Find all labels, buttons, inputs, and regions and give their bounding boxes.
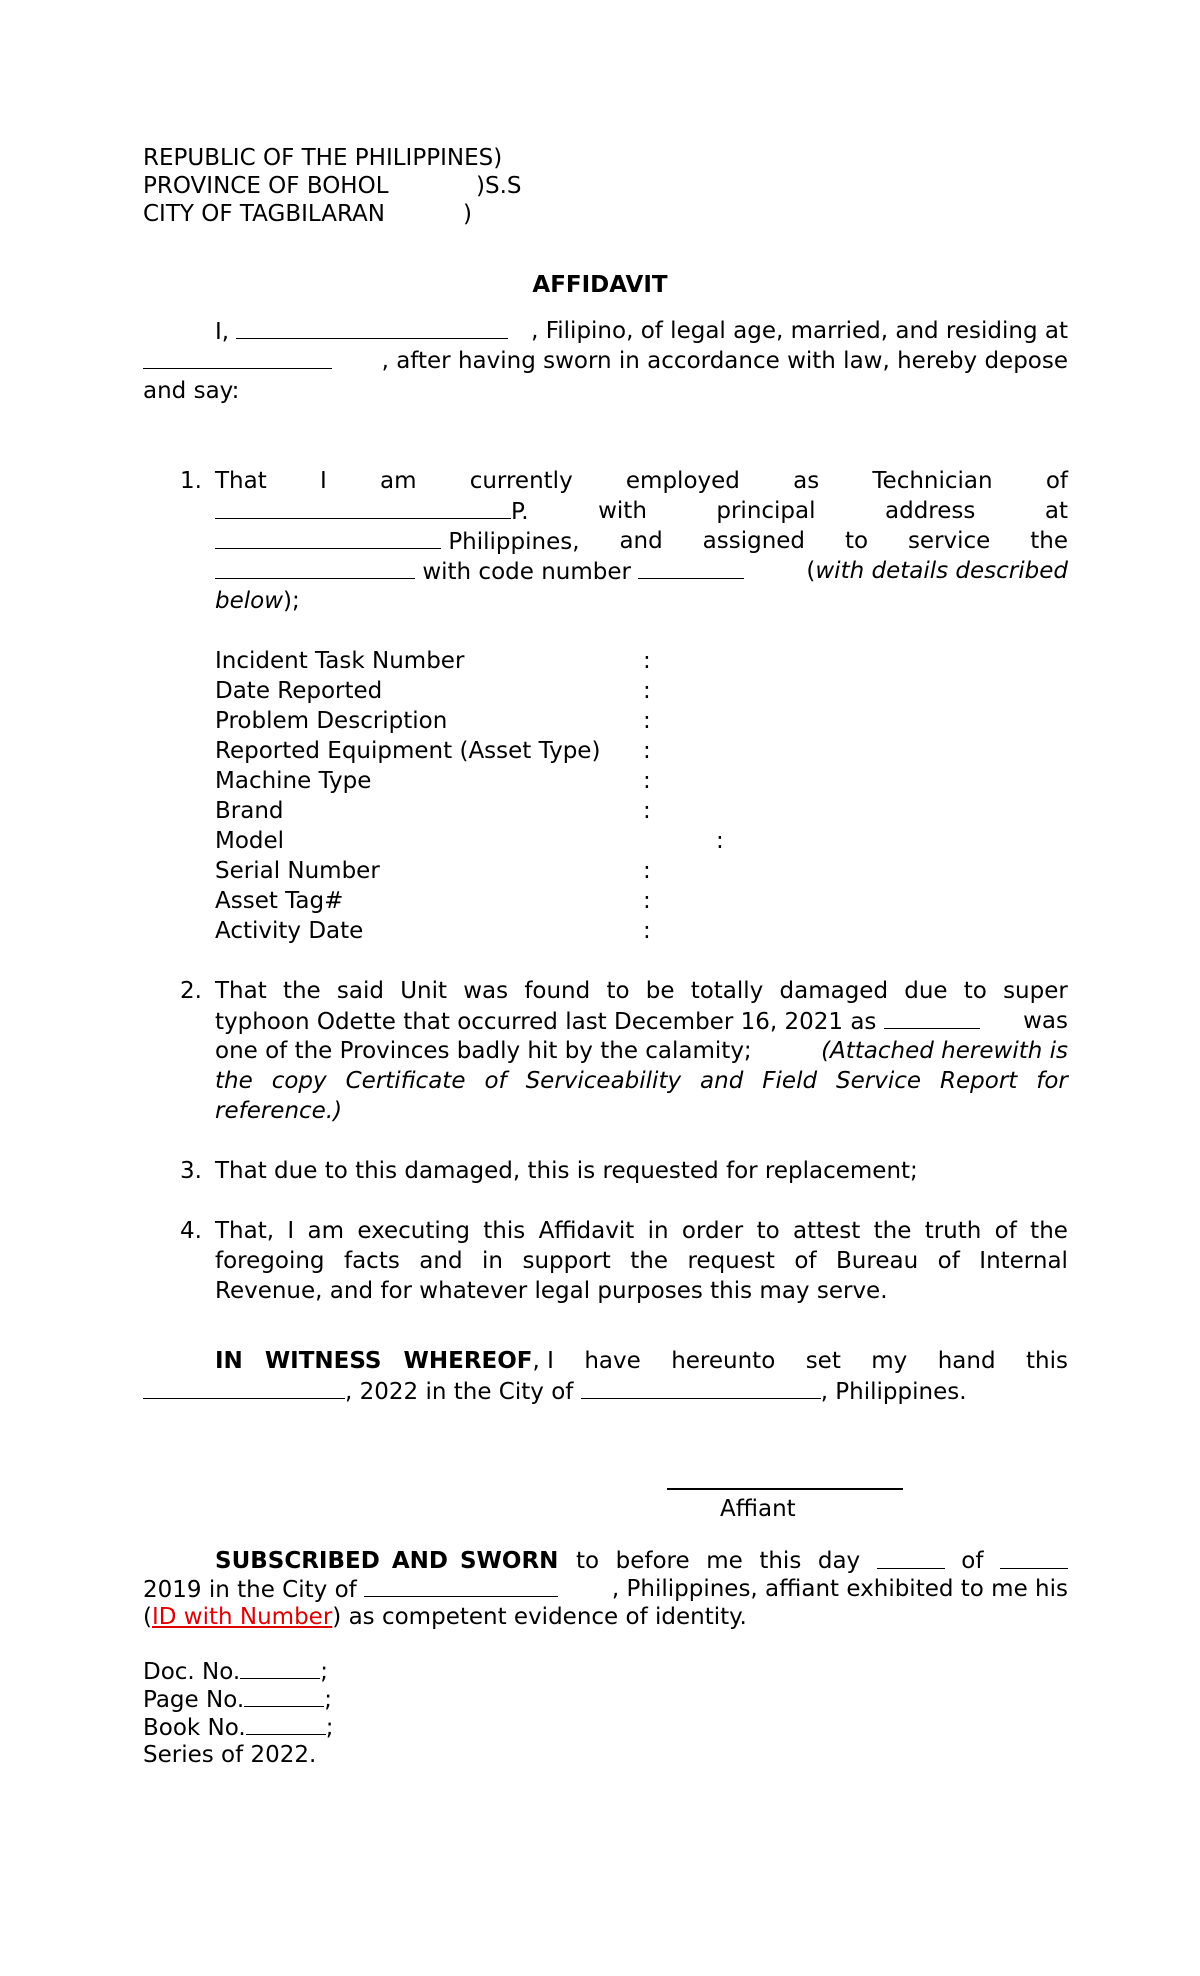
- word: in: [482, 1248, 504, 1274]
- word: this: [483, 1218, 526, 1244]
- word: foregoing: [215, 1248, 325, 1274]
- calamity-text: one of the Provinces badly hit by the calamity;: [215, 1038, 752, 1064]
- word: have: [584, 1348, 641, 1374]
- word: my: [871, 1348, 908, 1374]
- sworn-tail: [576, 1546, 1068, 1576]
- word: request: [687, 1248, 775, 1274]
- detail-colon: :: [643, 678, 651, 704]
- book-no: [143, 1712, 334, 1743]
- word: Certificate: [345, 1068, 466, 1094]
- witness-date-blank: [143, 1376, 345, 1399]
- detail-label: Reported Equipment (Asset Type): [215, 738, 601, 764]
- intro-line-1: [215, 316, 1068, 347]
- witness-lead: [215, 1346, 554, 1376]
- item-4-number: 4.: [180, 1218, 202, 1244]
- detail-label: Incident Task Number: [215, 648, 465, 674]
- word: of: [484, 1068, 507, 1094]
- item-2-line-3: [215, 1036, 1068, 1066]
- item-4-line-3: Revenue, and for whatever legal purposes this may serve.: [215, 1278, 888, 1304]
- intro-line-2: [143, 346, 1068, 377]
- word: and: [619, 528, 663, 554]
- item-2-line-1: [215, 976, 1068, 1006]
- word: Field: [762, 1068, 818, 1094]
- word: this: [759, 1548, 802, 1574]
- word: That: [215, 468, 267, 494]
- detail-label: Activity Date: [215, 918, 364, 944]
- word: with: [598, 498, 647, 524]
- word: , I: [532, 1348, 554, 1374]
- witness-bold: IN WITNESS WHEREOF: [215, 1348, 533, 1374]
- word: P.: [511, 499, 529, 525]
- word: to: [963, 978, 987, 1004]
- semicolon: ;: [320, 1659, 328, 1685]
- word: to: [756, 1218, 780, 1244]
- word: the: [1030, 528, 1068, 554]
- attached-italic: (Attached herewith is: [821, 1038, 1068, 1064]
- address-blank: [215, 526, 441, 549]
- word: due: [904, 978, 948, 1004]
- word: was: [463, 978, 509, 1004]
- detail-colon: :: [643, 888, 651, 914]
- affiant-signature-line: [667, 1488, 903, 1490]
- word: That: [215, 978, 267, 1004]
- word: currently: [469, 468, 573, 494]
- word: to: [576, 1548, 600, 1574]
- word: found: [524, 978, 591, 1004]
- sworn-bold: SUBSCRIBED AND SWORN: [215, 1548, 559, 1574]
- witness-philippines: , Philippines.: [820, 1379, 967, 1405]
- detail-label: Machine Type: [215, 768, 372, 794]
- witness-line-2: [143, 1376, 967, 1407]
- detail-colon: :: [643, 708, 651, 734]
- detail-colon: :: [643, 648, 651, 674]
- header-province-ss: )S.S: [476, 173, 522, 199]
- page-no-blank: [244, 1684, 324, 1707]
- word: truth: [924, 1218, 982, 1244]
- word: of: [961, 1548, 984, 1574]
- code-number-blank: [638, 556, 744, 579]
- word: am: [379, 468, 417, 494]
- detail-colon: :: [716, 828, 724, 854]
- word: Internal: [979, 1248, 1068, 1274]
- word: totally: [690, 978, 764, 1004]
- word: of: [937, 1248, 960, 1274]
- detail-label: Serial Number: [215, 858, 380, 884]
- item-3-number: 3.: [180, 1158, 202, 1184]
- word: of: [794, 1248, 817, 1274]
- item-2-line-4: [215, 1066, 1068, 1096]
- word: hereunto: [671, 1348, 776, 1374]
- witness-line-1: [215, 1346, 1068, 1376]
- word: address: [885, 498, 976, 524]
- item-1-line-5: [215, 586, 300, 616]
- with-code-number: with code number: [422, 559, 631, 585]
- detail-label: Model: [215, 828, 285, 854]
- province-blank: [884, 1006, 980, 1029]
- header-republic: REPUBLIC OF THE PHILIPPINES): [143, 145, 503, 171]
- word: Technician: [872, 468, 993, 494]
- word: super: [1003, 978, 1068, 1004]
- word: me: [706, 1548, 743, 1574]
- word: Serviceability: [525, 1068, 682, 1094]
- word: Unit: [400, 978, 448, 1004]
- was-word: was: [1023, 1008, 1068, 1034]
- intro-rest-1: , Filipino, of legal age, married, and residing at: [531, 318, 1068, 344]
- below-end: );: [283, 588, 300, 614]
- word: this: [1026, 1348, 1068, 1374]
- item-4-line-2: [215, 1246, 1068, 1276]
- doc-no-label: Doc. No.: [143, 1659, 241, 1685]
- page-no-label: Page No.: [143, 1687, 245, 1713]
- intro-rest-2: , after having sworn in accordance with law, hereby depose: [381, 348, 1068, 374]
- detail-label: Asset Tag#: [215, 888, 344, 914]
- word: in: [647, 1218, 669, 1244]
- details-note: [806, 556, 1068, 586]
- detail-label: Problem Description: [215, 708, 448, 734]
- doc-no: [143, 1656, 328, 1687]
- sworn-year-text: 2019 in the City of: [143, 1577, 357, 1603]
- detail-colon: :: [643, 858, 651, 884]
- sworn-city-blank: [364, 1574, 558, 1597]
- word: Report: [940, 1068, 1018, 1094]
- word: Bureau: [836, 1248, 919, 1274]
- sworn-line-3: [143, 1602, 747, 1632]
- word: principal: [716, 498, 816, 524]
- word: I: [287, 1218, 295, 1244]
- detail-colon: :: [643, 798, 651, 824]
- word: before: [615, 1548, 690, 1574]
- item-2-number: 2.: [180, 978, 202, 1004]
- detail-colon: :: [643, 918, 651, 944]
- witness-city-blank: [581, 1376, 821, 1399]
- sworn-line-1: [215, 1546, 1068, 1576]
- word: Affidavit: [538, 1218, 635, 1244]
- employer-group: [215, 496, 529, 527]
- word: and: [419, 1248, 463, 1274]
- name-blank: [236, 316, 508, 339]
- sworn-affiant-text: , Philippines, affiant exhibited to me his: [611, 1576, 1068, 1602]
- series: Series of 2022.: [143, 1742, 317, 1768]
- item-2-line-5: reference.): [215, 1098, 343, 1124]
- evidence-text: ) as competent evidence of identity.: [332, 1604, 747, 1630]
- word: said: [336, 978, 384, 1004]
- word: the: [215, 1068, 253, 1094]
- word: damaged: [779, 978, 889, 1004]
- id-with-number: ID with Number: [151, 1604, 333, 1630]
- word: support: [522, 1248, 611, 1274]
- item-1-line-3: [215, 526, 1068, 557]
- below-italic: below: [215, 588, 284, 614]
- word: at: [1044, 498, 1068, 524]
- word: That,: [215, 1218, 275, 1244]
- word: assigned: [702, 528, 806, 554]
- detail-colon: :: [643, 768, 651, 794]
- item-3-text: That due to this damaged, this is requested for replacement;: [215, 1158, 918, 1184]
- page-title: AFFIDAVIT: [532, 272, 668, 298]
- details-note-italic: with details described: [815, 558, 1068, 584]
- intro-i: I,: [215, 319, 230, 345]
- word: of: [994, 1218, 1017, 1244]
- affiant-label: Affiant: [720, 1496, 796, 1522]
- day-blank: [877, 1546, 945, 1569]
- address-group: [215, 526, 580, 557]
- word: to: [606, 978, 630, 1004]
- paren-open: (: [143, 1604, 152, 1630]
- intro-line-3: and say:: [143, 378, 240, 404]
- word: the: [630, 1248, 669, 1274]
- word: order: [681, 1218, 744, 1244]
- header-city: CITY OF TAGBILARAN: [143, 201, 385, 227]
- detail-colon: :: [643, 738, 651, 764]
- word: of: [1045, 468, 1068, 494]
- witness-year-text: , 2022 in the City of: [345, 1379, 574, 1405]
- word: copy: [271, 1068, 327, 1094]
- word: for: [1036, 1068, 1068, 1094]
- word: Service: [836, 1068, 922, 1094]
- word: attest: [792, 1218, 861, 1244]
- month-blank: [1000, 1546, 1068, 1569]
- item-1-line-4: [215, 556, 1068, 587]
- item-2-line-2: [215, 1006, 1068, 1037]
- item-1-line-1: [215, 466, 1068, 496]
- book-no-label: Book No.: [143, 1715, 246, 1741]
- employer-blank: [215, 496, 511, 519]
- semicolon: ;: [325, 1715, 334, 1741]
- word: executing: [357, 1218, 470, 1244]
- word: be: [645, 978, 675, 1004]
- header-province: PROVINCE OF BOHOL: [143, 173, 389, 199]
- paren: (: [806, 558, 816, 584]
- sworn-line-2: [143, 1574, 1068, 1605]
- word: hand: [937, 1348, 996, 1374]
- detail-label: Date Reported: [215, 678, 383, 704]
- book-no-blank: [246, 1712, 326, 1735]
- word: service: [907, 528, 991, 554]
- word: day: [817, 1548, 861, 1574]
- residence-blank: [143, 346, 332, 369]
- word: the: [1030, 1218, 1068, 1244]
- typhoon-text: typhoon Odette that occurred last December 16, 2021 as: [215, 1009, 877, 1035]
- word: employed: [625, 468, 740, 494]
- header-city-paren: ): [463, 201, 472, 227]
- word: as: [793, 468, 820, 494]
- word: to: [844, 528, 869, 554]
- semicolon: ;: [324, 1687, 332, 1713]
- item-4-line-1: [215, 1216, 1068, 1246]
- word: Philippines,: [448, 529, 580, 555]
- detail-label: Brand: [215, 798, 284, 824]
- page-no: [143, 1684, 332, 1715]
- word: the: [282, 978, 321, 1004]
- word: and: [700, 1068, 744, 1094]
- word: I: [319, 468, 327, 494]
- item-1-line-2: [215, 496, 1068, 527]
- item-1-number: 1.: [180, 468, 202, 494]
- service-blank: [215, 556, 415, 579]
- word: set: [805, 1348, 841, 1374]
- word: the: [873, 1218, 912, 1244]
- word: facts: [343, 1248, 400, 1274]
- word: am: [307, 1218, 345, 1244]
- doc-no-blank: [240, 1656, 320, 1679]
